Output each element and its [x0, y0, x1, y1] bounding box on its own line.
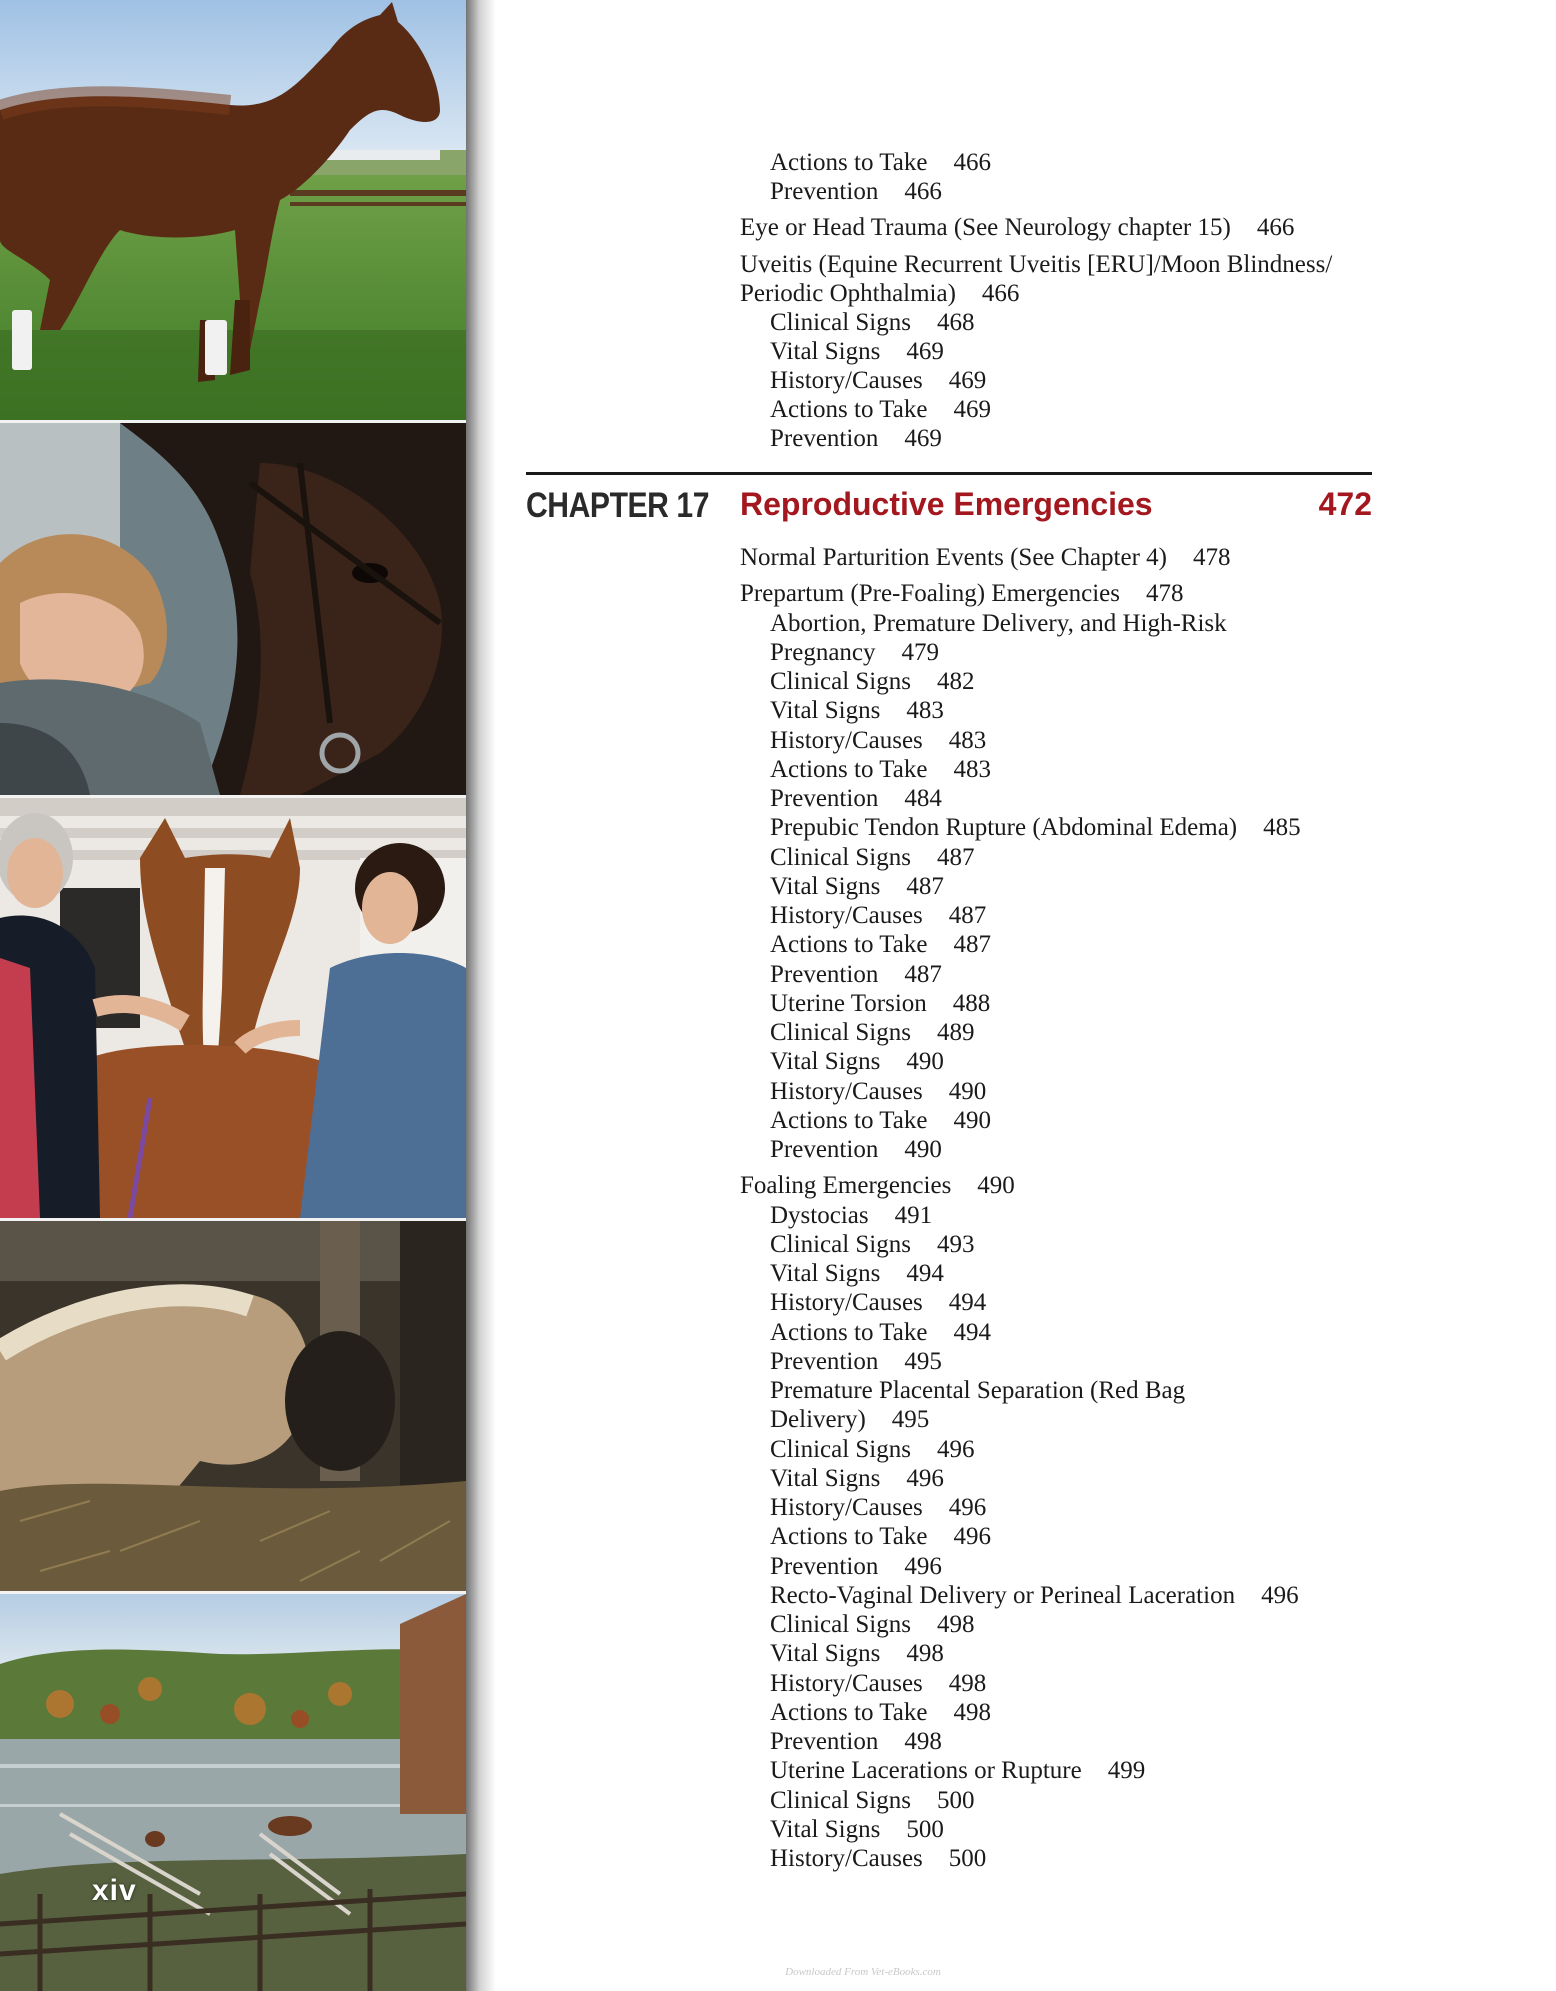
toc-entry-page: 495: [891, 1406, 930, 1433]
toc-entry[interactable]: [770, 1047, 944, 1076]
toc-entry[interactable]: [770, 1318, 991, 1347]
toc-entry-page: 500: [936, 1787, 975, 1814]
toc-entry-title: Uterine Lacerations or Rupture: [770, 1757, 1082, 1784]
toc-entry-title: Actions to Take: [770, 1319, 928, 1346]
toc-entry[interactable]: [770, 1610, 974, 1639]
toc-entry-title: History/Causes: [770, 902, 923, 929]
photo-woman-horse-icon: [0, 423, 466, 795]
toc-entry[interactable]: [770, 1018, 974, 1047]
chapter-page-number: 472: [1318, 486, 1372, 522]
toc-entry-title: Pregnancy: [770, 639, 876, 666]
toc-entry-page: 495: [904, 1348, 942, 1375]
toc-entry-page: 478: [1192, 544, 1231, 571]
toc-entry-page: 466: [1256, 214, 1295, 241]
toc-entry[interactable]: [770, 843, 974, 872]
toc-entry-page: 469: [906, 338, 944, 365]
toc-entry[interactable]: [770, 1464, 944, 1493]
page-number: xiv: [92, 1874, 137, 1907]
toc-entry-title: Premature Placental Separation (Red Bag: [770, 1377, 1186, 1404]
toc-entry-page: 496: [1261, 1582, 1299, 1609]
toc-entry[interactable]: [770, 1815, 944, 1844]
toc-entry-title: Foaling Emergencies: [740, 1172, 952, 1199]
toc-entry-title: Eye or Head Trauma (See Neurology chapter 15): [740, 214, 1231, 241]
toc-entry-page: 478: [1145, 580, 1184, 607]
toc-entry-page: 490: [948, 1078, 987, 1105]
toc-entry[interactable]: [770, 901, 986, 930]
toc-entry-title: Vital Signs: [770, 338, 881, 365]
toc-entry-page: 494: [953, 1319, 991, 1346]
toc-entry-page: 485: [1263, 814, 1301, 841]
toc-entry[interactable]: [770, 1522, 991, 1551]
toc-entry-page: 468: [936, 309, 975, 336]
toc-entry-page: 487: [948, 902, 987, 929]
toc-entry-title: Prepartum (Pre-Foaling) Emergencies: [740, 580, 1120, 607]
toc-entry-page: 498: [906, 1640, 944, 1667]
toc-entry-title: Periodic Ophthalmia): [740, 280, 956, 307]
toc-entry-title: History/Causes: [770, 367, 923, 394]
toc-entry[interactable]: [770, 667, 974, 696]
toc-entry-page: 487: [953, 931, 991, 958]
toc-entry-title: Vital Signs: [770, 1260, 881, 1287]
toc-entry-title: Prepubic Tendon Rupture (Abdominal Edema): [770, 814, 1238, 841]
toc-entry[interactable]: [770, 1493, 986, 1522]
toc-entry-title: Prevention: [770, 1553, 879, 1580]
toc-entry-title: Actions to Take: [770, 756, 928, 783]
toc-entry-page: 496: [953, 1523, 991, 1550]
toc-entry-title: History/Causes: [770, 1845, 923, 1872]
toc-entry[interactable]: [770, 1376, 1185, 1405]
toc-entry-page: 496: [936, 1436, 975, 1463]
toc-entry[interactable]: [740, 279, 1019, 308]
toc-entry-title: Uveitis (Equine Recurrent Uveitis [ERU]/Moon Blindness/: [740, 251, 1333, 278]
toc-entry-page: 493: [936, 1231, 975, 1258]
footer-watermark-text: Downloaded From Vet-eBooks.com: [785, 1966, 941, 1978]
toc-entry-title: Vital Signs: [770, 873, 881, 900]
toc-entry-title: Actions to Take: [770, 396, 928, 423]
toc-entry[interactable]: [770, 1135, 942, 1164]
toc-entry-title: Clinical Signs: [770, 1787, 911, 1814]
toc-entry-page: 494: [906, 1260, 944, 1287]
toc-entry[interactable]: [770, 1581, 1299, 1610]
toc-entry-page: 482: [936, 668, 975, 695]
toc-entry[interactable]: [770, 609, 1227, 638]
chapter-divider: [526, 472, 1372, 475]
toc-entry-page: 490: [906, 1048, 944, 1075]
toc-entry-page: 469: [953, 396, 991, 423]
toc-entry[interactable]: [770, 148, 991, 177]
chapter-title[interactable]: Reproductive Emergencies: [740, 486, 1153, 522]
toc-entry[interactable]: [740, 250, 1332, 279]
toc-entry[interactable]: [770, 1669, 986, 1698]
toc-entry-title: Recto-Vaginal Delivery or Perineal Laceration: [770, 1582, 1236, 1609]
toc-entry-title: Clinical Signs: [770, 668, 911, 695]
toc-entry-title: Vital Signs: [770, 1048, 881, 1075]
toc-entry[interactable]: [770, 395, 991, 424]
photo-horse-standing-icon: [0, 0, 466, 420]
toc-entry-title: History/Causes: [770, 727, 923, 754]
toc-entry-title: History/Causes: [770, 1670, 923, 1697]
toc-entry[interactable]: [770, 1259, 944, 1288]
photo-strip: [0, 0, 466, 1991]
toc-entry[interactable]: [770, 337, 944, 366]
toc-entry-title: Uterine Torsion: [770, 990, 927, 1017]
toc-entry-page: 491: [894, 1202, 933, 1229]
toc-entry-title: History/Causes: [770, 1078, 923, 1105]
photo-vets-horse-icon: [0, 798, 466, 1218]
toc-entry-page: 488: [952, 990, 991, 1017]
toc-entry-title: Clinical Signs: [770, 309, 911, 336]
toc-entry[interactable]: [770, 1106, 991, 1135]
footer-watermark: [0, 1966, 1556, 1978]
toc-entry[interactable]: [770, 1698, 991, 1727]
toc-entry-page: 483: [948, 727, 987, 754]
toc-entry[interactable]: [770, 1405, 929, 1434]
toc-entry[interactable]: [770, 366, 986, 395]
toc-entry-page: 500: [906, 1816, 944, 1843]
toc-entry[interactable]: [770, 1347, 942, 1376]
toc-entry-page: 496: [904, 1553, 942, 1580]
toc-entry[interactable]: [740, 1171, 1015, 1200]
toc-entry[interactable]: [770, 755, 991, 784]
toc-entry[interactable]: [770, 1552, 942, 1581]
toc-entry-title: Actions to Take: [770, 149, 928, 176]
toc-entry[interactable]: [740, 213, 1294, 242]
toc-entry-title: Clinical Signs: [770, 1611, 911, 1638]
toc-entry[interactable]: [770, 1756, 1145, 1785]
photo-flooded-farm-icon: [0, 1594, 466, 1991]
toc-entry[interactable]: [770, 424, 942, 453]
toc-entry-page: 490: [953, 1107, 991, 1134]
toc-entry-page: 490: [904, 1136, 942, 1163]
toc-entry-title: Normal Parturition Events (See Chapter 4): [740, 544, 1167, 571]
toc-entry-title: Dystocias: [770, 1202, 869, 1229]
toc-entry-title: Actions to Take: [770, 1523, 928, 1550]
toc-entry-title: Prevention: [770, 178, 879, 205]
toc-entry-page: 498: [953, 1699, 991, 1726]
toc-entry-title: Clinical Signs: [770, 1436, 911, 1463]
toc-entry[interactable]: [770, 1844, 986, 1873]
toc-entry-title: Delivery): [770, 1406, 866, 1433]
toc-entry-page: 479: [901, 639, 940, 666]
toc-entry[interactable]: [770, 960, 942, 989]
toc-entry-title: Prevention: [770, 425, 879, 452]
toc-entry-title: Clinical Signs: [770, 1231, 911, 1258]
strip-shadow: [466, 0, 496, 1991]
toc-entry-title: Clinical Signs: [770, 1019, 911, 1046]
toc-entry[interactable]: [770, 1786, 974, 1815]
toc-entry-title: Actions to Take: [770, 931, 928, 958]
toc-entry[interactable]: [770, 813, 1301, 842]
toc-entry[interactable]: [770, 1435, 974, 1464]
toc-entry-title: Clinical Signs: [770, 844, 911, 871]
toc-entry[interactable]: [770, 177, 942, 206]
chapter-label: CHAPTER 17: [526, 486, 710, 525]
toc-entry-title: Prevention: [770, 961, 879, 988]
toc-entry[interactable]: [740, 543, 1230, 572]
toc-entry-page: 498: [948, 1670, 987, 1697]
toc-entry[interactable]: [770, 930, 991, 959]
toc-entry-page: 487: [906, 873, 944, 900]
toc-entry-page: 487: [936, 844, 975, 871]
toc-entry-title: History/Causes: [770, 1494, 923, 1521]
toc-entry-page: 469: [904, 425, 942, 452]
toc-entry[interactable]: [770, 696, 944, 725]
toc-entry[interactable]: [770, 1727, 942, 1756]
toc-entry[interactable]: [770, 784, 942, 813]
toc-entry[interactable]: [770, 989, 990, 1018]
toc-entry-title: Prevention: [770, 1728, 879, 1755]
toc-entry[interactable]: [770, 1077, 986, 1106]
toc-entry-title: Abortion, Premature Delivery, and High-Risk: [770, 610, 1227, 637]
toc-entry-page: 498: [936, 1611, 975, 1638]
toc-entry-page: 490: [977, 1172, 1015, 1199]
toc-entry-page: 489: [936, 1019, 975, 1046]
toc-entry[interactable]: [770, 1201, 932, 1230]
toc-entry[interactable]: [770, 308, 974, 337]
toc-entry-title: Prevention: [770, 785, 879, 812]
toc-entry-title: Vital Signs: [770, 1465, 881, 1492]
toc-entry-page: 469: [948, 367, 987, 394]
toc-entry-page: 500: [948, 1845, 987, 1872]
toc-entry-title: Prevention: [770, 1136, 879, 1163]
toc-entry-title: Actions to Take: [770, 1699, 928, 1726]
toc-entry[interactable]: [770, 1288, 986, 1317]
toc-entry-title: Vital Signs: [770, 1816, 881, 1843]
toc-entry-page: 499: [1107, 1757, 1146, 1784]
toc-entry-page: 496: [948, 1494, 987, 1521]
toc-entry[interactable]: [770, 872, 944, 901]
toc-entry-page: 483: [906, 697, 944, 724]
toc-entry[interactable]: [740, 579, 1183, 608]
toc-entry-page: 466: [904, 178, 942, 205]
toc-entry-title: Actions to Take: [770, 1107, 928, 1134]
toc-entry-page: 466: [953, 149, 991, 176]
toc-entry-page: 484: [904, 785, 942, 812]
toc-entry-title: Vital Signs: [770, 697, 881, 724]
toc-entry[interactable]: [770, 726, 986, 755]
toc-entry-title: Prevention: [770, 1348, 879, 1375]
toc-entry-page: 466: [981, 280, 1020, 307]
toc-entry-page: 498: [904, 1728, 942, 1755]
toc-entry-page: 483: [953, 756, 991, 783]
toc-entry-title: Vital Signs: [770, 1640, 881, 1667]
toc-entry[interactable]: [770, 1230, 974, 1259]
toc-entry-page: 494: [948, 1289, 987, 1316]
toc-entry[interactable]: [770, 1639, 944, 1668]
toc-entry-title: History/Causes: [770, 1289, 923, 1316]
toc-entry-page: 487: [904, 961, 942, 988]
toc-entry[interactable]: [770, 638, 939, 667]
toc-entry-page: 496: [906, 1465, 944, 1492]
photo-mare-foal-icon: [0, 1221, 466, 1591]
